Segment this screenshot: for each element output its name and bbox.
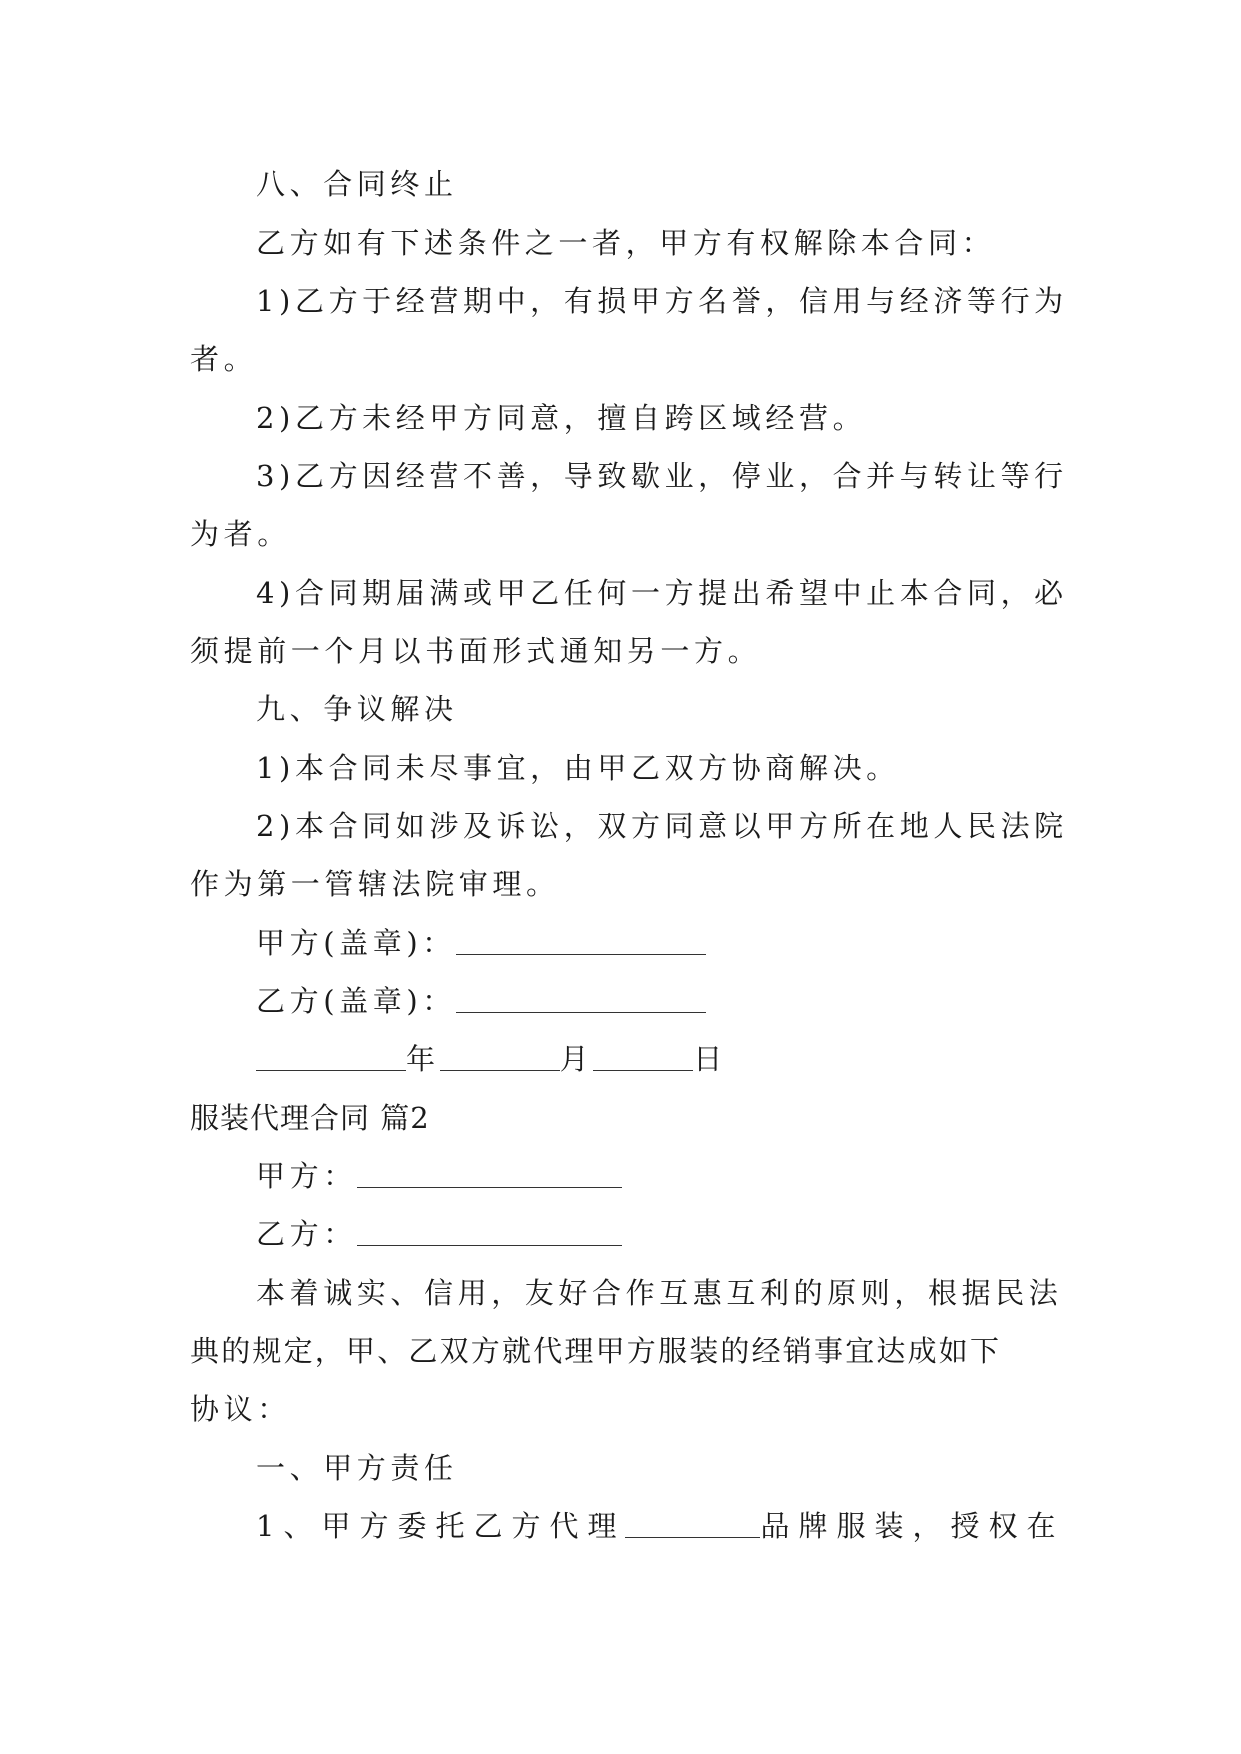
paragraph-line: 者。: [190, 342, 258, 376]
signature-date: [256, 1039, 727, 1079]
signature-party-b-blank[interactable]: [456, 988, 706, 1013]
date-day-label: 日: [693, 1042, 727, 1076]
date-month-label: 月: [559, 1042, 594, 1076]
signature-party-a-blank[interactable]: [456, 930, 706, 955]
clause-1-start: 1、甲方委托乙方代理: [256, 1509, 626, 1543]
paragraph-line: 3)乙方因经营不善，导致歇业，停业，合并与转让等行: [256, 459, 1068, 493]
paragraph-line: 1)本合同未尽事宜，由甲乙双方协商解决。: [256, 751, 900, 785]
party-a-label: 甲方：: [256, 1159, 357, 1193]
section-title: 服装代理合同 篇2: [190, 1101, 430, 1135]
date-year-blank[interactable]: [256, 1046, 406, 1071]
heading-termination: 八、合同终止: [256, 167, 458, 201]
date-month-blank[interactable]: [440, 1046, 560, 1071]
paragraph-line: 乙方如有下述条件之一者，甲方有权解除本合同：: [256, 226, 996, 260]
brand-name-blank[interactable]: [625, 1513, 760, 1538]
paragraph-line: 典的规定，甲、乙双方就代理甲方服装的经销事宜达成如下: [190, 1334, 1002, 1368]
signature-party-b-label: 乙方(盖章)：: [256, 984, 456, 1018]
clause-1-end: 品牌服装，授权在: [760, 1509, 1065, 1543]
paragraph-line: 2)本合同如涉及诉讼，双方同意以甲方所在地人民法院: [256, 809, 1068, 843]
paragraph-line: 本着诚实、信用，友好合作互惠互利的原则，根据民法: [256, 1276, 1063, 1310]
signature-party-a-label: 甲方(盖章)：: [256, 926, 456, 960]
paragraph-line: 为者。: [190, 517, 291, 551]
paragraph-line: 作为第一管辖法院审理。: [190, 867, 560, 901]
paragraph-line: 1)乙方于经营期中，有损甲方名誉，信用与经济等行为: [256, 284, 1068, 318]
paragraph-line: 协议：: [190, 1392, 291, 1426]
clause-1-line: [256, 1506, 1064, 1546]
paragraph-line: 2)乙方未经甲方同意，擅自跨区域经营。: [256, 401, 867, 435]
party-b-blank[interactable]: [357, 1221, 622, 1246]
party-b-label: 乙方：: [256, 1217, 357, 1251]
paragraph-line: 须提前一个月以书面形式通知另一方。: [190, 634, 762, 668]
date-day-blank[interactable]: [593, 1046, 693, 1071]
date-year-label: 年: [406, 1042, 440, 1076]
party-a-blank[interactable]: [357, 1163, 622, 1188]
signature-party-a: [256, 923, 706, 963]
signature-party-b: [256, 981, 706, 1021]
party-a-line: [256, 1156, 622, 1196]
party-b-line: [256, 1214, 622, 1254]
heading-party-a-duty: 一、甲方责任: [256, 1451, 458, 1485]
heading-dispute: 九、争议解决: [256, 692, 458, 726]
paragraph-line: 4)合同期届满或甲乙任何一方提出希望中止本合同，必: [256, 576, 1068, 610]
